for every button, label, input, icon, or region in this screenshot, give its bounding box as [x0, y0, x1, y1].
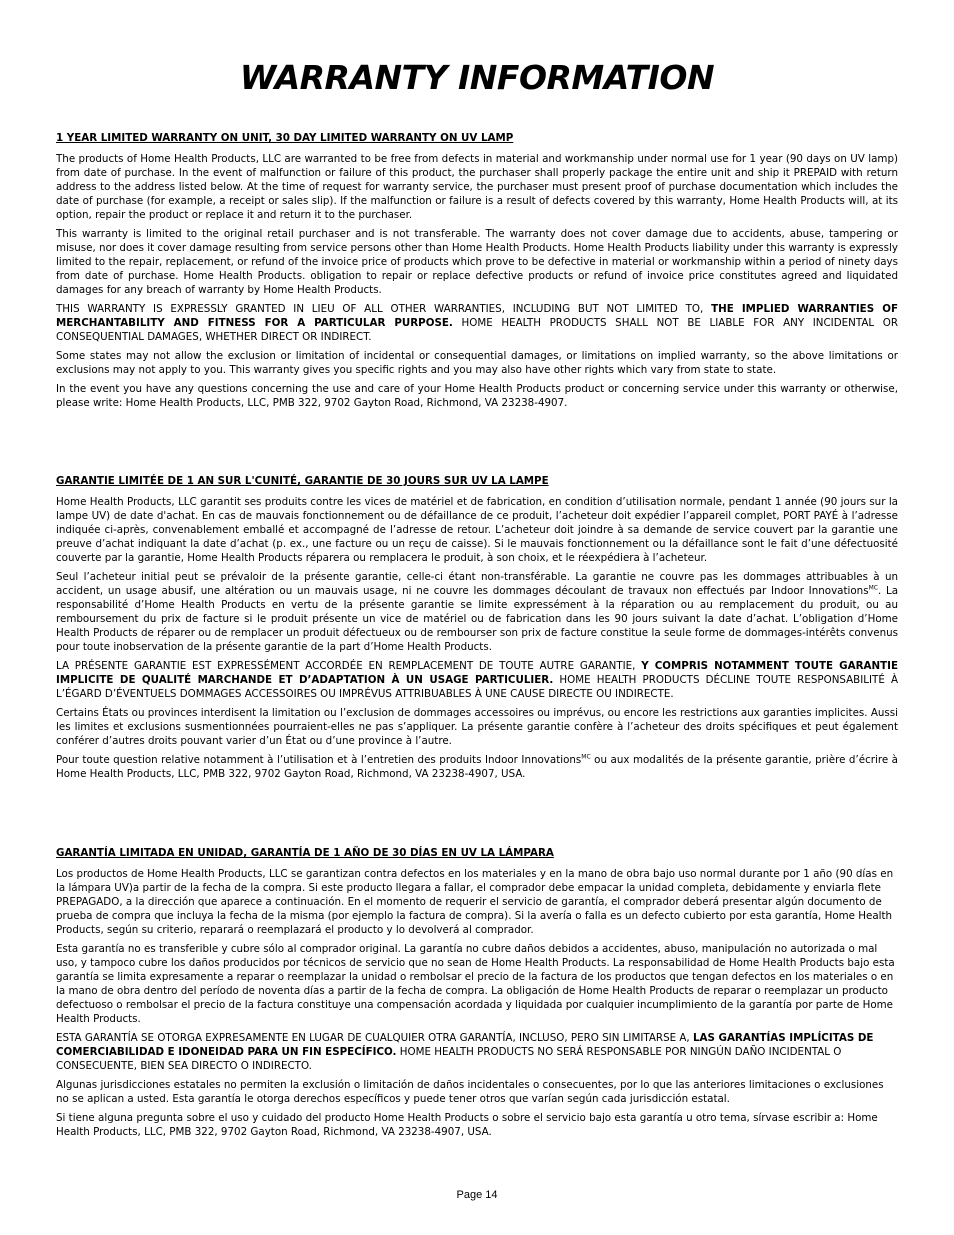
french-warranty-section — [56, 474, 898, 786]
page-number: Page 14 — [456, 1189, 498, 1201]
english-p3-bold: THE IMPLIED WARRANTIES OF MERCHANTABILITY AND FITNESS FOR A PARTICULAR PURPOSE. — [56, 303, 898, 329]
french-paragraph-2 — [56, 570, 898, 654]
french-paragraph-5 — [56, 753, 898, 781]
french-p5-text-end: ou aux modalités de la présente garantie, prière d’écrire à Home Health Products, LLC, PMB 322, 9702 Gayton Road, Richmond, VA 23238-4907, USA. — [56, 754, 898, 780]
english-paragraph-2: This warranty is limited to the original retail purchaser and is not transferable. The warranty does not cover damage due to accidents, abuse, tampering or misuse, nor does it cover damage resulting from service persons other than Home Health Products. Home Health Products liability under this warranty is expressly limited to the repair, replacement, or refund of the invoice price of products which prove to be defective in material or workmanship within a period of ninety days from date of purchase. Home Health Products. obligation to repair or replace defective products or refund of invoice price constitutes agreed and liquidated damages for any breach of warranty by Home Health Products. — [56, 228, 898, 296]
spanish-warranty-heading: GARANTÍA LIMITADA EN UNIDAD, GARANTÍA DE 1 AÑO DE 30 DÍAS EN UV LA LÁMPARA — [56, 847, 554, 859]
spanish-paragraph-2: Esta garantía no es transferible y cubre sólo al comprador original. La garantía no cubre daños debidos a accidentes, abuso, manipulación no autorizada o mal uso, y tampoco cubre los daños producidos por técnicos de servicio que no sean de Home Health Products. La responsabilidad de Home Health Products bajo esta garantía se limita expresamente a reparar o reemplazar la unidad o rembolsar el precio de la factura de los productos que tengan defectos en los materiales o en la mano de obra dentro del período de noventa días a partir de la fecha de compra. La obligación de Home Health Products de reparar o reemplazar un producto defectuoso o rembolsar el precio de la factura constituye una compensación acordada y liquidada por cualquier incumplimiento de la garantía por parte de Home Health Products. — [56, 943, 895, 1025]
english-p3-text-end: HOME HEALTH PRODUCTS SHALL NOT BE LIABLE FOR ANY INCIDENTAL OR CONSEQUENTIAL DAMAGES, WHETHER DIRECT OR INDIRECT. — [56, 317, 898, 343]
french-p2-text: Seul l’acheteur initial peut se prévaloir de la présente garantie, celle-ci étant non-transférable. La garantie ne couvre pas les dommages attribuables à un accident, un usage abusif, une altération ou un mauvais usage, ni ne couvre les dommages découlant de travaux non effectués par Indoor Innovations — [56, 571, 898, 597]
french-p2-text-end: . La responsabilité d’Home Health Products en vertu de la présente garantie se limite expressément à la réparation ou au remplacement du produit, ou au remboursement du prix de facture si le produit présente un vice de matériel ou de fabrication dans les 90 jours suivant la date d’achat. L’obligation d’Home Health Products de réparer ou de remplacer un produit défectueux ou de rembourser son prix de facture constitue la seule forme de dommages-intérêts convenus pour toute inobservation de la présente garantie de la part d’Home Health Products. — [56, 585, 899, 653]
english-paragraph-5: In the event you have any questions concerning the use and care of your Home Health Products product or concerning service under this warranty or otherwise, please write: Home Health Products, LLC, PMB 322, 9702 Gayton Road, Richmond, VA 23238-4907. — [56, 383, 898, 409]
french-paragraph-3 — [56, 659, 898, 701]
french-warranty-heading: GARANTIE LIMITÉE DE 1 AN SUR L'CUNITÉ, GARANTIE DE 30 JOURS SUR UV LA LAMPE — [56, 475, 549, 487]
spanish-p3-text-end: HOME HEALTH PRODUCTS NO SERÁ RESPONSABLE POR NINGÚN DAÑO INCIDENTAL O CONSECUENTE, BIEN SEA DIRECTO O INDIRECTO. — [56, 1046, 842, 1072]
spanish-warranty-section — [56, 846, 898, 1144]
english-warranty-section — [56, 131, 898, 415]
spanish-paragraph-4: Algunas jurisdicciones estatales no permiten la exclusión o limitación de daños incidentales o consecuentes, por lo que las anteriores limitaciones o exclusiones no se aplican a usted. Esta garantía le otorga derechos específicos y puede tener otros que varían según cada jurisdicción estatal. — [56, 1079, 884, 1105]
french-p3-text: LA PRÉSENTE GARANTIE EST EXPRESSÉMENT ACCORDÉE EN REMPLACEMENT DE TOUTE AUTRE GARANTIE, — [56, 660, 642, 672]
spanish-p3-text: ESTA GARANTÍA SE OTORGA EXPRESAMENTE EN LUGAR DE CUALQUIER OTRA GARANTÍA, INCLUSO, PERO SIN LIMITARSE A, — [56, 1032, 693, 1044]
trademark-superscript: MC — [581, 753, 591, 761]
spanish-paragraph-1: Los productos de Home Health Products, LLC se garantizan contra defectos en los materiales y en la mano de obra bajo uso normal durante por 1 año (90 días en la lámpara UV)a partir de la fecha de la compra. Si este producto llegara a fallar, el comprador debe empacar la unidad completa, debidamente y enviarla flete PREPAGADO, a la dirección que aparece a continuación. En el momento de requerir el servicio de garantía, el comprador deberá presentar algún documento de prueba de compra que incluya la fecha de la misma (por ejemplo la factura de compra). Si la avería o falla es un defecto cubierto por esta garantía, Home Health Products, según su criterio, reparará o reemplazará el producto y lo devolverá al comprador. — [56, 868, 894, 936]
french-paragraph-4: Certains États ou provinces interdisent la limitation ou l’exclusion de dommages accessoires ou imprévus, ou encore les restrictions aux garanties implicites. Aussi les limites et exclusions susmentionnées pourraient-elles ne pas s’appliquer. La présente garantie confère à l’acheteur des droits spécifiques et peut également conférer d’autres droits pouvant varier d’un État ou d’une province à l’autre. — [56, 707, 898, 747]
spanish-paragraph-3 — [56, 1031, 898, 1073]
english-paragraph-3 — [56, 302, 898, 344]
english-paragraph-1: The products of Home Health Products, LLC are warranted to be free from defects in material and workmanship under normal use for 1 year (90 days on UV lamp) from date of purchase. In the event of malfunction or failure of this product, the purchaser shall properly package the entire unit and ship it PREPAID with return address to the address listed below. At the time of request for warranty service, the purchaser must present proof of purchase documentation which includes the date of purchase (for example, a receipt or sales slip). If the malfunction or failure is a result of defects covered by this warranty, Home Health Products will, at its option, repair the product or replace it and return it to the purchaser. — [56, 153, 898, 221]
english-warranty-heading: 1 YEAR LIMITED WARRANTY ON UNIT, 30 DAY LIMITED WARRANTY ON UV LAMP — [56, 132, 514, 144]
english-paragraph-4: Some states may not allow the exclusion or limitation of incidental or consequential damages, or limitations on implied warranty, so the above limitations or exclusions may not apply to you. This warranty gives you specific rights and you may also have other rights which vary from state to state. — [56, 350, 898, 376]
french-p3-text-end: HOME HEALTH PRODUCTS DÉCLINE TOUTE RESPONSABILITÉ À L’ÉGARD D’ÉVENTUELS DOMMAGES ACCESSOIRES OU IMPRÉVUS ATTRIBUABLES À UNE CAUSE DIRECTE OU INDIRECTE. — [56, 674, 899, 700]
page-title: WARRANTY INFORMATION — [239, 58, 715, 97]
trademark-superscript: MC — [868, 584, 878, 592]
french-paragraph-1: Home Health Products, LLC garantit ses produits contre les vices de matériel et de fabrication, en condition d’utilisation normale, pendant 1 année (90 jours sur la lampe UV) de date d'achat. En cas de mauvais fonctionnement ou de défaillance de ce produit, l’acheteur doit expédier l’appareil complet, PORT PAYÉ à l’adresse indiquée ci-après, convenablement emballé et accompagné de l’adresse de retour. L’acheteur doit joindre à sa demande de service couvert par la garantie une preuve d’achat indiquant la date d’achat (p. ex., une facture ou un reçu de caisse). Si le mauvais fonctionnement ou la défaillance sont le fait d’une défectuosité couverte par la garantie, Home Health Products réparera ou remplacera le produit, à son choix, et le réexpédiera à l’acheteur. — [56, 496, 898, 564]
french-p3-bold: Y COMPRIS NOTAMMENT TOUTE GARANTIE IMPLICITE DE QUALITÉ MARCHANDE ET D’ADAPTATION À UN USAGE PARTICULIER. — [56, 660, 898, 686]
spanish-paragraph-5: Si tiene alguna pregunta sobre el uso y cuidado del producto Home Health Products o sobre el servicio bajo esta garantía u otro tema, sírvase escribir a: Home Health Products, LLC, PMB 322, 9702 Gayton Road, Richmond, VA 23238-4907, USA. — [56, 1112, 878, 1138]
spanish-p3-bold: LAS GARANTÍAS IMPLÍCITAS DE COMERCIABILIDAD E IDONEIDAD PARA UN FIN ESPECÍFICO. — [56, 1032, 874, 1058]
english-p3-text: THIS WARRANTY IS EXPRESSLY GRANTED IN LIEU OF ALL OTHER WARRANTIES, INCLUDING BUT NOT LIMITED TO, — [56, 303, 712, 315]
french-p5-text: Pour toute question relative notamment à l’utilisation et à l’entretien des produits Indoor Innovations — [56, 754, 582, 766]
